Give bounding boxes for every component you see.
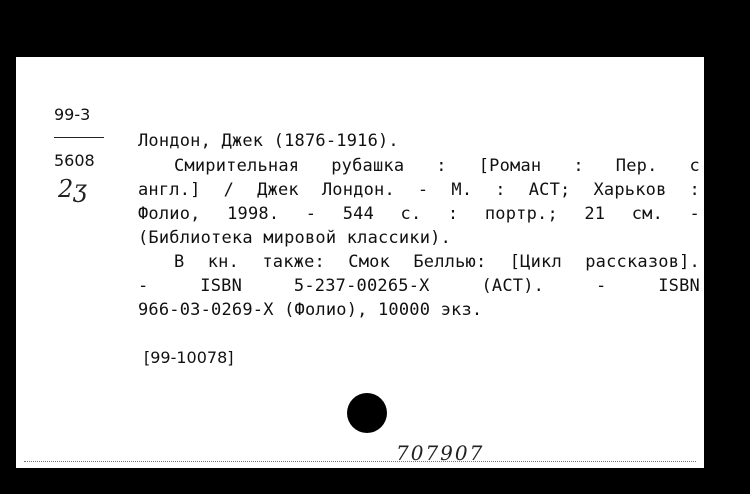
record-number: [99-10078] xyxy=(144,348,234,367)
author-heading: Лондон, Джек (1876-1916). xyxy=(138,131,399,151)
imprint-line: Фолио, 1998. - 544 с. : портр.; 21 см. - xyxy=(138,204,700,224)
catalog-card xyxy=(16,57,704,468)
shelfmark-top: 99-3 xyxy=(54,105,91,124)
accession-number-handwritten: 707907 xyxy=(396,441,485,465)
shelfmark-divider xyxy=(54,137,104,138)
title-line-2: англ.] / Джек Лондон. - М. : АСТ; Харьков : xyxy=(138,180,700,200)
contents-note-line: В кн. также: Смок Беллью: [Цикл рассказов]. xyxy=(174,252,700,272)
handwritten-shelfmark: 2ʒ xyxy=(58,175,87,203)
shelfmark-bottom: 5608 xyxy=(54,151,95,170)
isbn-line-2: 966-03-0269-X (Фолио), 10000 экз. xyxy=(138,300,483,320)
isbn-line-1: - ISBN 5-237-00265-X (АСТ). - ISBN xyxy=(138,276,700,296)
punch-hole xyxy=(347,393,387,433)
bottom-guideline xyxy=(24,461,696,462)
series-line: (Библиотека мировой классики). xyxy=(138,228,452,248)
title-line-1: Смирительная рубашка : [Роман : Пер. с xyxy=(174,156,700,176)
